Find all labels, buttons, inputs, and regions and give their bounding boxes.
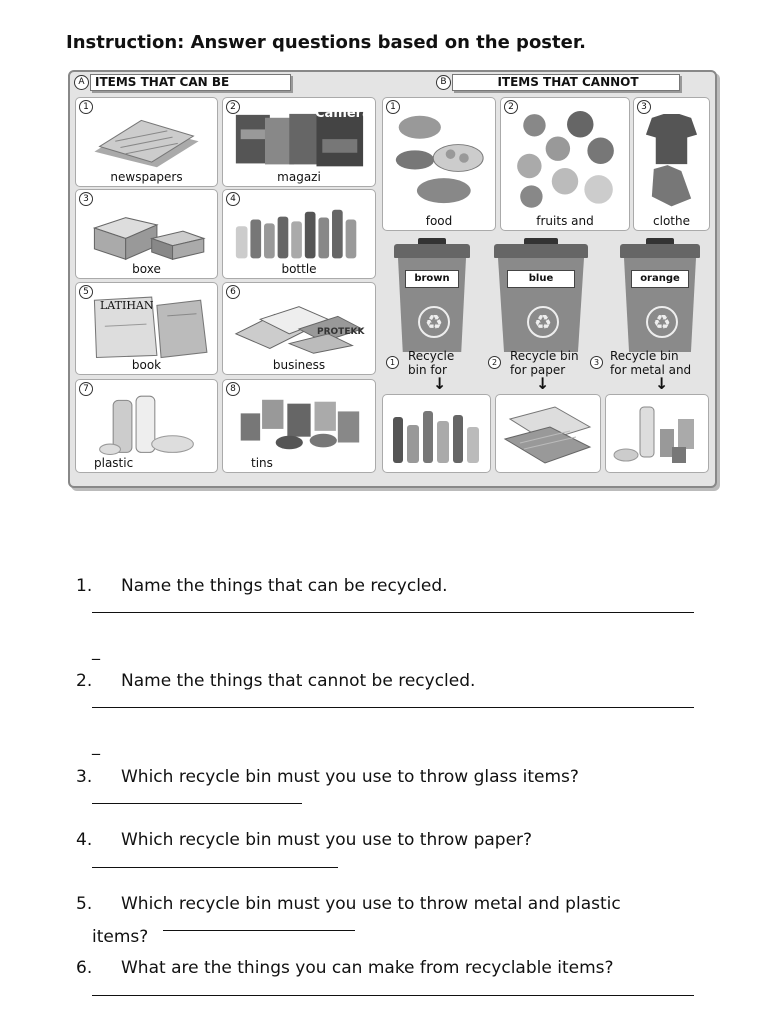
stray-mark: _ (92, 641, 100, 660)
cannot-item-clothes (633, 97, 710, 231)
recycle-icon: ♻ (646, 306, 678, 338)
bin-caption-line: bin for (408, 363, 447, 377)
bin-lid (394, 244, 470, 258)
metal-plastic-items-card (605, 394, 709, 473)
item-label: newspapers (110, 170, 183, 184)
paper-pile-image (500, 399, 596, 467)
clothes-image (642, 110, 701, 208)
item-label: fruits and (536, 214, 594, 228)
glass-bottles-image (387, 399, 485, 467)
recycle-bin-brown (398, 244, 466, 352)
question-number: 2. (76, 671, 93, 691)
can-item-plastic (75, 379, 218, 473)
recycle-bin-blue (498, 244, 584, 352)
magazine-cover-text: Camera (315, 106, 371, 121)
can-item-boxes (75, 189, 218, 279)
can-item-magazines (222, 97, 376, 187)
can-item-tins (222, 379, 376, 473)
recycle-bin-orange (624, 244, 696, 352)
item-label: business (272, 358, 326, 372)
question-number: 6. (76, 958, 93, 978)
bottles-image (231, 202, 367, 260)
question-text: Name the things that can be recycled. (121, 576, 448, 596)
question-text: Which recycle bin must you use to throw metal and plastic (121, 894, 621, 914)
item-number: 7 (79, 382, 93, 396)
item-number: 1 (79, 100, 93, 114)
down-arrow-icon: ↓ (433, 374, 447, 393)
question-number: 1. (76, 576, 93, 596)
item-number: 3 (79, 192, 93, 206)
answer-line-1[interactable] (92, 612, 694, 613)
can-item-business-cards (222, 282, 376, 375)
bin-color-label: brown (405, 270, 459, 288)
item-number: 2 (504, 100, 518, 114)
can-item-newspapers (75, 97, 218, 187)
bin-caption-blue (510, 349, 579, 377)
item-label: bottle (281, 262, 317, 276)
item-label: tins (251, 456, 273, 470)
bin-color-label: blue (507, 270, 576, 288)
food-image (391, 110, 487, 206)
glass-items-card (382, 394, 491, 473)
question-number: 5. (76, 894, 93, 914)
bin-color-label: orange (631, 270, 689, 288)
bin-number: 3 (590, 356, 603, 369)
question-number: 3. (76, 767, 93, 787)
question-6 (76, 958, 614, 978)
item-label: clothe (653, 214, 690, 228)
recycling-poster (68, 70, 717, 488)
item-number: 5 (79, 285, 93, 299)
question-text: Which recycle bin must you use to throw glass items? (121, 767, 579, 787)
fruits-vegetables-image (509, 110, 621, 212)
item-label: plastic (94, 456, 134, 470)
answer-line-6[interactable] (92, 995, 694, 996)
question-1 (76, 576, 448, 596)
item-number: 6 (226, 285, 240, 299)
bin-lid (620, 244, 700, 258)
cannot-item-food (382, 97, 496, 231)
bin-number: 1 (386, 356, 399, 369)
recycle-icon: ♻ (418, 306, 450, 338)
item-label: magazi (277, 170, 321, 184)
business-cards-image (231, 295, 367, 355)
plastic-bottles-image (84, 392, 209, 457)
item-number: 1 (386, 100, 400, 114)
answer-line-3[interactable] (92, 803, 302, 804)
question-5-continued (92, 927, 148, 947)
can-item-books (75, 282, 218, 375)
answer-line-5[interactable] (163, 930, 355, 931)
section-a-letter: A (74, 75, 89, 90)
down-arrow-icon: ↓ (655, 374, 669, 393)
item-number: 8 (226, 382, 240, 396)
bin-caption-line: Recycle bin (510, 349, 579, 363)
question-2 (76, 671, 475, 691)
tins-image (231, 392, 367, 452)
instruction-heading: Instruction: Answer questions based on the poster. (66, 32, 586, 53)
recycle-icon: ♻ (527, 306, 559, 338)
stray-mark: _ (92, 736, 100, 755)
section-b-letter: B (436, 75, 451, 90)
paper-items-card (495, 394, 601, 473)
item-label: book (131, 358, 162, 372)
bin-caption-orange (610, 349, 691, 377)
bin-lid (494, 244, 588, 258)
item-number: 2 (226, 100, 240, 114)
section-a-title: ITEMS THAT CAN BE (90, 74, 291, 91)
book-cover-text: LATIHAN (100, 299, 154, 312)
question-3 (76, 767, 579, 787)
question-text: items? (92, 927, 149, 947)
question-text: Which recycle bin must you use to throw paper? (121, 830, 533, 850)
item-label: boxe (132, 262, 161, 276)
question-number: 4. (76, 830, 93, 850)
bin-caption-line: for paper (510, 363, 566, 377)
down-arrow-icon: ↓ (536, 374, 550, 393)
question-5 (76, 894, 621, 914)
boxes-image (84, 202, 209, 265)
metal-plastic-image (610, 399, 704, 467)
question-4 (76, 830, 532, 850)
question-text: Name the things that cannot be recycled. (121, 671, 476, 691)
answer-line-2[interactable] (92, 707, 694, 708)
answer-line-4[interactable] (92, 867, 338, 868)
item-number: 3 (637, 100, 651, 114)
item-label: food (425, 214, 453, 228)
bin-caption-line: for metal and (610, 363, 692, 377)
bin-caption-line: Recycle (408, 349, 455, 363)
cannot-item-fruits (500, 97, 630, 231)
bin-number: 2 (488, 356, 501, 369)
business-card-text: PROTEKK (317, 327, 365, 337)
section-b-title: ITEMS THAT CANNOT (452, 74, 680, 91)
bin-caption-brown (408, 349, 454, 377)
question-text: What are the things you can make from recyclable items? (121, 958, 614, 978)
newspapers-image (84, 110, 209, 173)
bin-caption-line: Recycle bin (610, 349, 679, 363)
item-number: 4 (226, 192, 240, 206)
can-item-bottles (222, 189, 376, 279)
